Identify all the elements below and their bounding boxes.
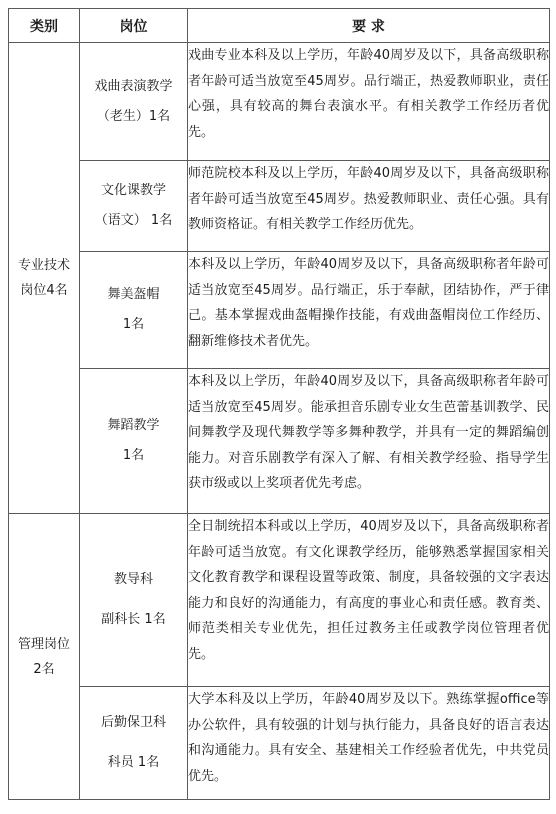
position-title: 文化课教学 [100, 183, 166, 198]
position-count: （语文） 1名 [94, 213, 173, 228]
requirement-cell: 全日制统招本科或以上学历，40周岁及以下，具备高级职称者年龄可适当放宽。有文化课教学经历，能够熟悉掌握国家相关文化教育教学和课程设置等政策、制度，具备较强的文字表达能力和良好的沟通能力，有高度的事业心和责任感。教育类、师范类相关专业优先，担任过教务主任或教学岗位管理者优先。 [188, 514, 550, 687]
position-title: 戏曲表演教学 [94, 78, 173, 94]
category-cell-management [9, 514, 80, 800]
position-cell [80, 43, 188, 161]
header-category: 类别 [9, 9, 80, 43]
header-requirements: 要 求 [188, 9, 550, 43]
table-row [9, 514, 550, 687]
category-cell-technical [9, 43, 80, 514]
position-cell [80, 369, 188, 514]
position-title: 舞蹈教学 [107, 418, 160, 433]
category-count: 2名 [33, 661, 55, 677]
requirement-cell: 戏曲专业本科及以上学历，年龄40周岁及以下，具备高级职称者年龄可适当放宽至45周岁。品行端正，热爱教师职业，责任心强，具有较高的舞台表演水平。有相关教学工作经历者优先。 [188, 43, 550, 161]
requirement-cell: 本科及以上学历，年龄40周岁及以下，具备高级职称者年龄可适当放宽至45周岁。品行端正，乐于奉献，团结协作，严于律己。基本掌握戏曲盔帽操作技能，有戏曲盔帽岗位工作经历、翻新维修技术者优先。 [188, 252, 550, 369]
position-title: 舞美盔帽 [107, 287, 160, 302]
position-cell [80, 687, 188, 800]
table-row [9, 369, 550, 514]
category-label: 管理岗位 [17, 636, 70, 652]
recruitment-table [8, 8, 550, 800]
position-cell [80, 514, 188, 687]
position-count: 科员 1名 [107, 755, 160, 770]
table-row [9, 43, 550, 161]
position-cell [80, 161, 188, 252]
position-count: 1名 [122, 448, 145, 463]
header-row [9, 9, 550, 43]
position-cell [80, 252, 188, 369]
category-count: 岗位4名 [20, 283, 68, 298]
category-label: 专业技术 [17, 258, 70, 273]
position-title: 教导科 [113, 572, 153, 587]
table-row [9, 161, 550, 252]
position-count: （老生）1名 [96, 108, 171, 124]
requirement-cell: 师范院校本科及以上学历，年龄40周岁及以下，具备高级职称者年龄可适当放宽至45周岁。热爱教师职业、责任心强。具有教师资格证。有相关教学工作经历优先。 [188, 161, 550, 252]
requirement-cell: 本科及以上学历，年龄40周岁及以下，具备高级职称者年龄可适当放宽至45周岁。能承担音乐剧专业女生芭蕾基训教学、民间舞教学及现代舞教学等多舞种教学，并具有一定的舞蹈编创能力。对音乐剧教学有深入了解、有相关教学经验、指导学生获市级或以上奖项者优先考虑。 [188, 369, 550, 514]
header-position: 岗位 [80, 9, 188, 43]
position-title: 后勤保卫科 [100, 715, 166, 730]
position-count: 1名 [122, 317, 145, 332]
requirement-cell: 大学本科及以上学历，年龄40周岁及以下。熟练掌握office等办公软件，具有较强的计划与执行能力，具备良好的语言表达和沟通能力。具有安全、基建相关工作经验者优先，中共党员优先。 [188, 687, 550, 800]
table-row [9, 252, 550, 369]
table-row [9, 687, 550, 800]
position-count: 副科长 1名 [101, 612, 166, 627]
